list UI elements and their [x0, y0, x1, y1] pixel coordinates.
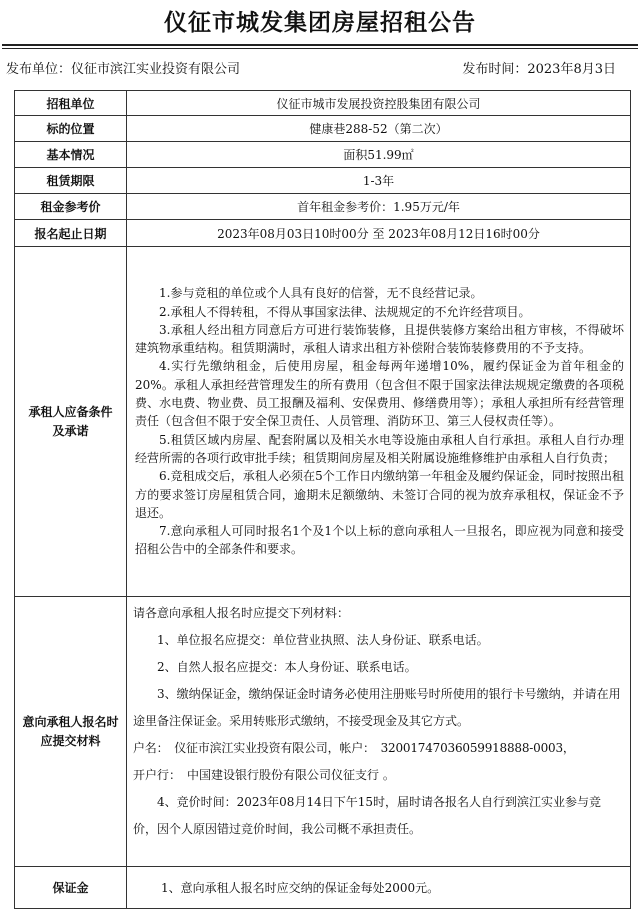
page-title: 仪征市城发集团房屋招租公告	[164, 10, 476, 36]
condition-item: 3.承租人经出租方同意后方可进行装饰装修，且提供装修方案给出租方审核，不得破坏建筑物承重结构。租赁期满时，承租人请求出租方补偿附合装饰装修费用的不予支持。	[135, 322, 624, 356]
table-row-basic-info	[15, 142, 631, 168]
basic-info-value: 面积51.99㎡	[127, 142, 631, 168]
condition-item: 1.参与竞租的单位或个人具有良好的信誉，无不良经营记录。	[159, 286, 483, 301]
condition-item: 6.竞租成交后，承租人必须在5个工作日内缴纳第一年租金及履约保证金，同时按照出租方的要求签订房屋租赁合同，逾期未足额缴纳、未签订合同的视为放弃承租权，保证金不予退还。	[135, 469, 624, 520]
materials-item: 1、单位报名应提交：单位营业执照、法人身份证、联系电话。	[157, 633, 489, 647]
materials-label-line2: 应提交材料	[40, 733, 101, 748]
materials-item: 3、缴纳保证金，缴纳保证金时请务必使用注册账号时所使用的银行卡号缴纳，并请在用途里备注保证金。采用转账形式缴纳，不接受现金及其它方式。	[133, 687, 621, 728]
table-row-lease-term	[15, 168, 631, 194]
title-divider-bottom	[2, 48, 638, 49]
materials-label-line1: 意向承租人报名时	[22, 714, 119, 729]
location-value: 健康巷288-52（第二次）	[127, 116, 631, 142]
conditions-label	[15, 247, 127, 597]
deposit-value: 1、意向承租人报名时应交纳的保证金每处2000元。	[127, 867, 631, 909]
rent-reference-value: 首年租金参考价：1.95万元/年	[127, 194, 631, 220]
notice-table	[14, 90, 631, 909]
table-row-materials	[15, 597, 631, 867]
lease-term-label: 租赁期限	[15, 168, 127, 194]
table-row-rent-reference	[15, 194, 631, 220]
location-label: 标的位置	[15, 116, 127, 142]
materials-label	[15, 597, 127, 867]
basic-info-label: 基本情况	[15, 142, 127, 168]
table-row-tenderer	[15, 91, 631, 116]
condition-item: 7.意向承租人可同时报名1个及1个以上标的意向承租人一旦报名，即应视为同意和接受招租公告中的全部条件和要求。	[135, 524, 624, 557]
title-divider-top	[2, 44, 638, 46]
publisher-label: 发布单位：仪征市滨江实业投资有限公司	[6, 62, 241, 77]
materials-item: 2、自然人报名应提交：本人身份证、联系电话。	[157, 660, 417, 674]
conditions-label-line1: 承租人应备条件	[28, 404, 113, 419]
deposit-label: 保证金	[15, 867, 127, 909]
registration-period-value: 2023年08月03日10时00分 至 2023年08月12日16时00分	[127, 220, 631, 247]
table-row-registration-period	[15, 220, 631, 247]
registration-period-label: 报名起止日期	[15, 220, 127, 247]
materials-content	[127, 597, 631, 867]
tenderer-value: 仪征市城市发展投资控股集团有限公司	[127, 91, 631, 116]
condition-item: 2.承租人不得转租，不得从事国家法律、法规规定的不允许经营项目。	[159, 304, 531, 319]
lease-term-value: 1-3年	[127, 168, 631, 194]
materials-intro: 请各意向承租人报名时应提交下列材料：	[133, 606, 350, 620]
condition-item: 4.实行先缴纳租金，后使用房屋，租金每两年递增10%，履约保证金为首年租金的20%。承租人承担经营管理发生的所有费用（包含但不限于国家法律法规规定缴费的各项税费、水电费、物业费、员工报酬及福利、安保费用、修缮费用等）；承租人承担所有经营管理责任（包含但不限于安全保卫责任、人员管理、消防环卫、第三人侵权责任等）。	[135, 359, 624, 429]
table-row-conditions	[15, 247, 631, 597]
conditions-label-line2: 及承诺	[52, 423, 89, 438]
table-row-location	[15, 116, 631, 142]
account-name: 户名： 仪征市滨江实业投资有限公司，帐户： 32001747036059918888-0003，	[133, 741, 575, 755]
bank-name: 开户行： 中国建设银行股份有限公司仪征支行 。	[133, 768, 395, 782]
table-row-deposit	[15, 867, 631, 909]
condition-item: 5.租赁区域内房屋、配套附属以及相关水电等设施由承租人自行承担。承租人自行办理经营所需的各项行政审批手续；租赁期间房屋及相关附属设施维修维护由承租人自行负责；	[135, 432, 624, 465]
tenderer-label: 招租单位	[15, 91, 127, 116]
conditions-content	[127, 247, 631, 597]
rent-reference-label: 租金参考价	[15, 194, 127, 220]
publish-time-label: 发布时间：2023年8月3日	[462, 62, 616, 77]
materials-item: 4、竞价时间：2023年08月14日下午15时，届时请各报名人自行到滨江实业参与竞价，因个人原因错过竞价时间，我公司概不承担责任。	[133, 795, 601, 836]
